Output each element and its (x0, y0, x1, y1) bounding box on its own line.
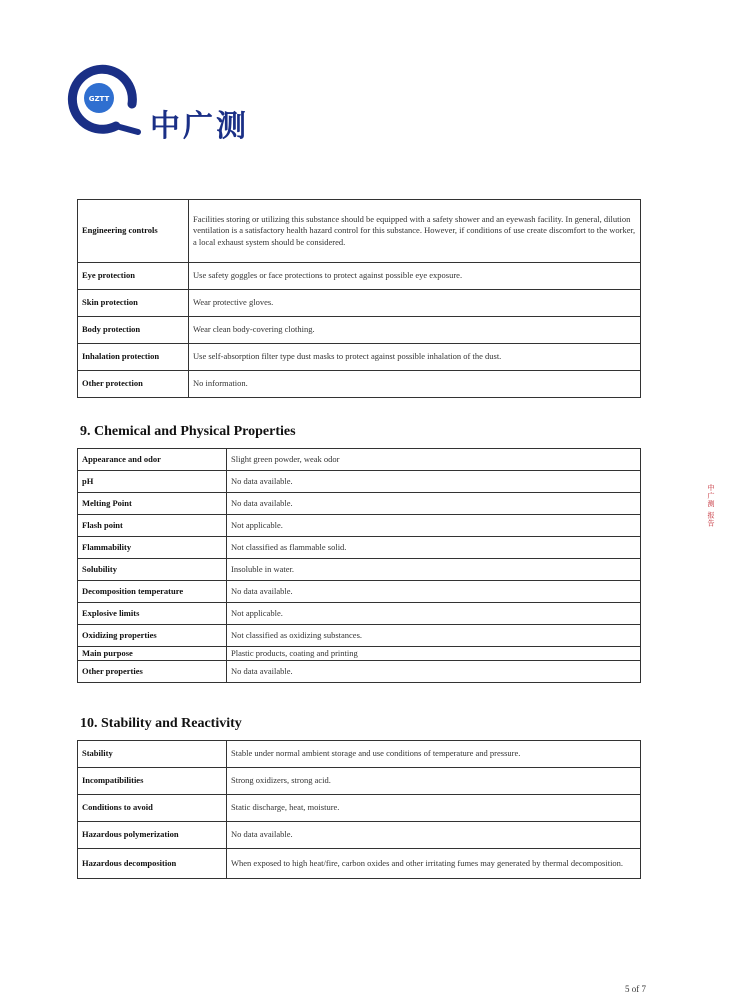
table-row (78, 371, 641, 398)
row-label: Solubility (78, 559, 227, 581)
row-label: Flammability (78, 537, 227, 559)
row-value: Plastic products, coating and printing (227, 647, 641, 661)
row-label: Melting Point (78, 493, 227, 515)
row-value: Wear clean body-covering clothing. (189, 317, 641, 344)
table-row (78, 471, 641, 493)
table-row (78, 795, 641, 822)
row-label: Engineering controls (78, 200, 189, 263)
row-label: Decomposition temperature (78, 581, 227, 603)
row-value: Use self-absorption filter type dust masks to protect against possible inhalation of the dust. (189, 344, 641, 371)
row-label: Body protection (78, 317, 189, 344)
row-value: Strong oxidizers, strong acid. (227, 768, 641, 795)
table-row (78, 344, 641, 371)
table-row (78, 741, 641, 768)
row-value: Facilities storing or utilizing this substance should be equipped with a safety shower and an eyewash facility. In general, dilution ventilation is a satisfactory health hazard control for this substance. However, if conditions of use create discomfort to the worker, a local exhaust system should be considered. (189, 200, 641, 263)
row-value: No data available. (227, 822, 641, 849)
row-label: Main purpose (78, 647, 227, 661)
logo-text: 中广测 (150, 109, 249, 144)
section-9-title: 9. Chemical and Physical Properties (80, 424, 296, 439)
table-row (78, 581, 641, 603)
row-value: Not classified as flammable solid. (227, 537, 641, 559)
table-row (78, 661, 641, 683)
row-label: Other protection (78, 371, 189, 398)
row-label: Hazardous decomposition (78, 849, 227, 879)
row-label: Other properties (78, 661, 227, 683)
row-value: Not classified as oxidizing substances. (227, 625, 641, 647)
row-label: Explosive limits (78, 603, 227, 625)
row-value: Use safety goggles or face protections to protect against possible eye exposure. (189, 263, 641, 290)
table-row (78, 263, 641, 290)
row-label: Eye protection (78, 263, 189, 290)
table-row (78, 768, 641, 795)
row-label: Incompatibilities (78, 768, 227, 795)
table-row (78, 647, 641, 661)
table-row (78, 625, 641, 647)
properties-table (77, 448, 641, 683)
stability-table (77, 740, 641, 879)
row-label: Stability (78, 741, 227, 768)
table-row (78, 493, 641, 515)
row-value: Slight green powder, weak odor (227, 449, 641, 471)
table-row (78, 200, 641, 263)
row-value: No information. (189, 371, 641, 398)
row-value: No data available. (227, 661, 641, 683)
table-row (78, 317, 641, 344)
logo-badge-text: GZTT (88, 95, 110, 103)
row-value: Stable under normal ambient storage and use conditions of temperature and pressure. (227, 741, 641, 768)
table-row (78, 290, 641, 317)
row-value: Insoluble in water. (227, 559, 641, 581)
row-value: Static discharge, heat, moisture. (227, 795, 641, 822)
row-label: Hazardous polymerization (78, 822, 227, 849)
table-row (78, 515, 641, 537)
row-value: No data available. (227, 493, 641, 515)
row-value: Wear protective gloves. (189, 290, 641, 317)
row-value: No data available. (227, 471, 641, 493)
row-label: Appearance and odor (78, 449, 227, 471)
table-row (78, 822, 641, 849)
row-label: pH (78, 471, 227, 493)
row-label: Flash point (78, 515, 227, 537)
side-stamp: 中广测 报告 (707, 484, 715, 528)
row-value: No data available. (227, 581, 641, 603)
row-label: Oxidizing properties (78, 625, 227, 647)
row-label: Conditions to avoid (78, 795, 227, 822)
section-10-title: 10. Stability and Reactivity (80, 716, 242, 731)
table-row (78, 537, 641, 559)
table-row (78, 603, 641, 625)
row-value: When exposed to high heat/fire, carbon oxides and other irritating fumes may generated by thermal decomposition. (227, 849, 641, 879)
row-label: Inhalation protection (78, 344, 189, 371)
row-value: Not applicable. (227, 603, 641, 625)
table-row (78, 559, 641, 581)
row-value: Not applicable. (227, 515, 641, 537)
page-number: 5 of 7 (625, 984, 646, 994)
table-row (78, 849, 641, 879)
row-label: Skin protection (78, 290, 189, 317)
ppe-table (77, 199, 641, 398)
table-row (78, 449, 641, 471)
